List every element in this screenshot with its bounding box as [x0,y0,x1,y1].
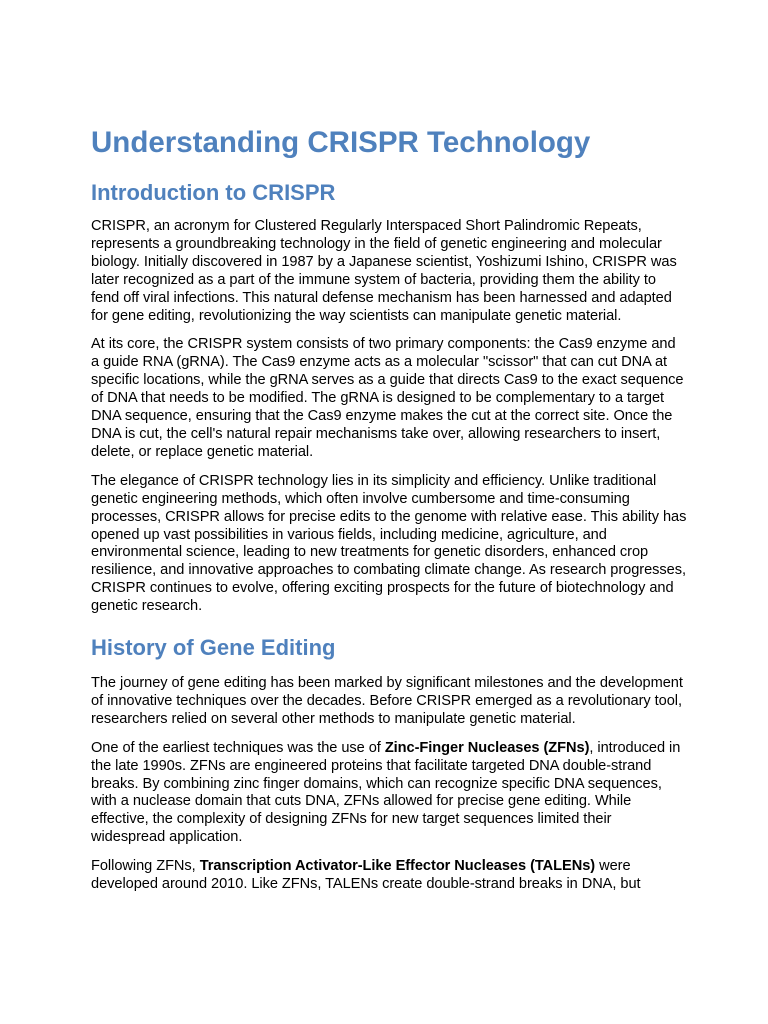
document-title: Understanding CRISPR Technology [91,126,591,159]
paragraph-intro-2: At its core, the CRISPR system consists of two primary components: the Cas9 enzyme and a guide RNA (gRNA). The Cas9 enzyme acts as a molecular "scissor" that can cut DNA at specific locations, while the gRNA serves as a guide that directs Cas9 to the exact sequence of DNA that needs to be modified. The gRNA is designed to be complementary to a target DNA sequence, ensuring that the Cas9 enzyme makes the cut at the correct site. Once the DNA is cut, the cell's natural repair mechanisms take over, allowing researchers to insert, delete, or replace genetic material. [91,336,684,460]
term-talens: Transcription Activator-Like Effector Nucleases (TALENs) [199,858,596,875]
document-page [91,124,687,905]
paragraph-history-2-lead: One of the earliest techniques was the use of [91,739,385,756]
paragraph-history-2-rest: , introduced in the late 1990s. ZFNs are engineered proteins that facilitate targeted DNA double-strand breaks. By combining zinc finger domains, which can recognize specific DNA sequences, with a nuclease domain that cuts DNA, ZFNs allowed for precise gene editing. While effective, the complexity of designing ZFNs for new target sequences limited their widespread application. [91,739,681,846]
term-zfns: Zinc-Finger Nucleases (ZFNs) [384,739,590,756]
paragraph-history-1: The journey of gene editing has been marked by significant milestones and the development of innovative techniques over the decades. Before CRISPR emerged as a revolutionary tool, researchers relied on several other methods to manipulate genetic material. [91,675,683,727]
paragraph-history-3 [91,858,687,894]
section-heading-history: History of Gene Editing [91,635,336,661]
paragraph-intro-1: CRISPR, an acronym for Clustered Regularly Interspaced Short Palindromic Repeats, represents a groundbreaking technology in the field of genetic engineering and molecular biology. Initially discovered in 1987 by a Japanese scientist, Yoshizumi Ishino, CRISPR was later recognized as a part of the immune system of bacteria, providing them the ability to fend off viral infections. This natural defense mechanism has been harnessed and adapted for gene editing, revolutionizing the way scientists can manipulate genetic material. [91,218,677,324]
paragraph-history-3-rest: were developed around 2010. Like ZFNs, TALENs create double-strand breaks in DNA, but [91,858,641,893]
paragraph-history-2 [91,740,687,847]
paragraph-intro-3: The elegance of CRISPR technology lies in its simplicity and efficiency. Unlike traditional genetic engineering methods, which often involve cumbersome and time-consuming processes, CRISPR allows for precise edits to the genome with relative ease. This ability has opened up vast possibilities in various fields, including medicine, agriculture, and environmental science, leading to new treatments for genetic disorders, enhanced crop resilience, and innovative approaches to combating climate change. As research progresses, CRISPR continues to evolve, offering exciting prospects for the future of biotechnology and genetic research. [91,472,687,615]
section-heading-introduction: Introduction to CRISPR [91,180,336,205]
paragraph-history-3-lead: Following ZFNs, [91,858,200,875]
